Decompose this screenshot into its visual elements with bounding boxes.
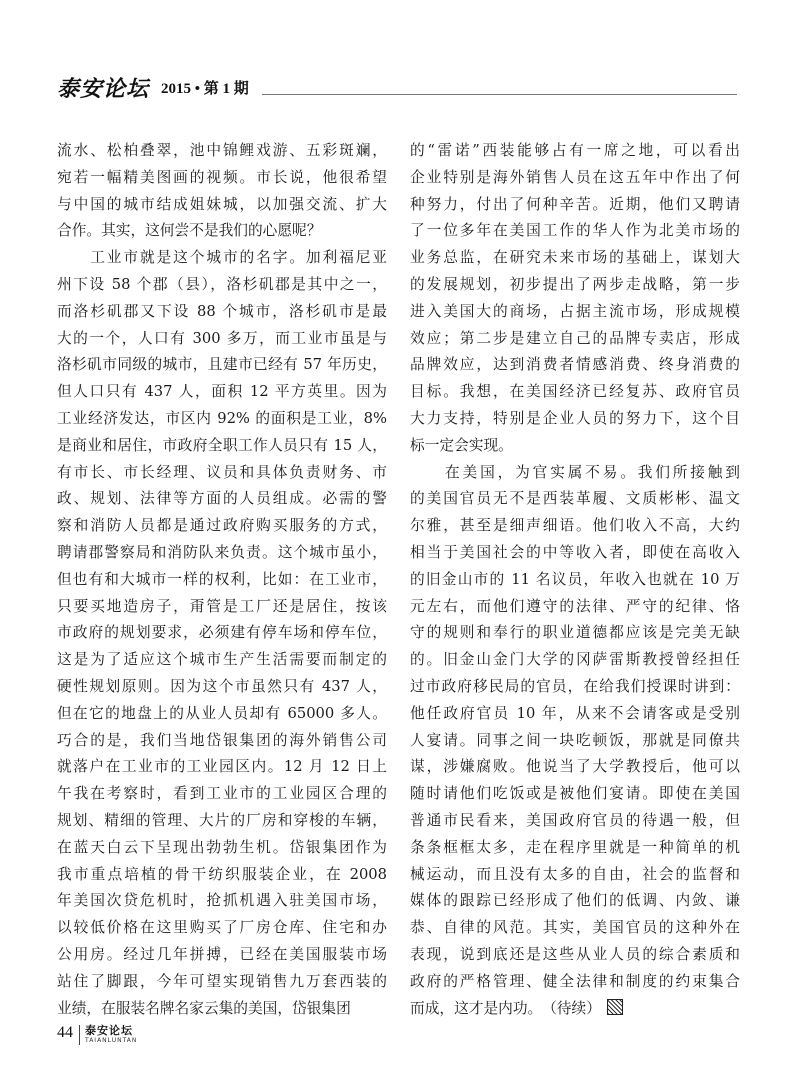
text-line: 条条框框太多，走在程序里就是一种简单的机 bbox=[410, 838, 740, 856]
right-text-column bbox=[410, 138, 740, 1022]
text-line: 过市政府移民局的官员，在给我们授课时讲到： bbox=[410, 677, 740, 695]
text-line: 公用房。经过几年拼搏，已经在美国服装市场 bbox=[57, 945, 387, 963]
text-line: 品牌效应，达到消费者情感消费、终身消费的 bbox=[410, 356, 740, 374]
text-line: 普通市民看来，美国政府官员的待遇一般，但 bbox=[410, 811, 740, 829]
text-line: 在蓝天白云下呈现出勃勃生机。岱银集团作为 bbox=[57, 838, 387, 856]
text-line: 随时请他们吃饭或是被他们宴请。即使在美国 bbox=[410, 785, 740, 803]
text-line: 目标。我想，在美国经济已经复苏、政府官员 bbox=[410, 383, 740, 401]
text-line: 进入美国大的商场，占据主流市场，形成规模 bbox=[410, 302, 740, 320]
text-line: 洛杉矶市同级的城市，且建市已经有 57 年历史， bbox=[57, 356, 387, 374]
text-line: 是商业和居住，市政府全职工作人员只有 15 人， bbox=[57, 436, 387, 454]
text-line: 业务总监，在研究未来市场的基础上，谋划大 bbox=[410, 249, 740, 267]
end-of-article-icon bbox=[607, 999, 623, 1015]
text-line: 州下设 58 个郡（县），洛杉矶郡是其中之一， bbox=[57, 275, 387, 293]
text-line: 合作。其实，这何尝不是我们的心愿呢？ bbox=[57, 222, 322, 240]
text-line: 政、规划、法律等方面的人员组成。必需的警 bbox=[57, 490, 387, 508]
text-line: 业绩，在服装名牌名家云集的美国，岱银集团 bbox=[57, 999, 351, 1017]
text-line: 人宴请。同事之间一块吃顿饭，那就是同僚共 bbox=[410, 731, 740, 749]
text-line: 但也有和大城市一样的权利，比如：在工业市， bbox=[57, 570, 387, 588]
text-line: 恭、自律的风范。其实，美国官员的这种外在 bbox=[410, 919, 740, 937]
text-line: 大的一个，人口有 300 多万，而工业市虽是与 bbox=[57, 329, 387, 347]
text-line: 的发展规划，初步提出了两步走战略，第一步 bbox=[410, 275, 740, 293]
text-line: 我市重点培植的骨干纺织服装企业，在 2008 bbox=[57, 865, 387, 883]
footer-journal-title: 泰安论坛 bbox=[85, 1024, 133, 1037]
text-line: 的旧金山市的 11 名议员，年收入也就在 10 万 bbox=[410, 570, 740, 588]
left-text-column bbox=[57, 138, 387, 1022]
text-line: 巧合的是，我们当地岱银集团的海外销售公司 bbox=[57, 731, 387, 749]
text-line: 效应；第二步是建立自己的品牌专卖店，形成 bbox=[410, 329, 740, 347]
text-line: 在美国，为官实属不易。我们所接触到 bbox=[410, 463, 740, 481]
text-line: 政府的严格管理、健全法律和制度的约束集合 bbox=[410, 972, 740, 990]
text-line: 但在它的地盘上的从业人员却有 65000 多人。 bbox=[57, 704, 387, 722]
text-line: 尔雅，甚至是细声细语。他们收入不高，大约 bbox=[410, 517, 740, 535]
text-line: 与中国的城市结成姐妹城，以加强交流、扩大 bbox=[57, 195, 387, 213]
text-line: 硬性规划原则。因为这个市虽然只有 437 人， bbox=[57, 677, 387, 695]
text-line: 的美国官员无不是西装革履、文质彬彬、温文 bbox=[410, 490, 740, 508]
text-line: 聘请郡警察局和消防队来负责。这个城市虽小， bbox=[57, 543, 387, 561]
journal-logo: 泰安论坛 bbox=[57, 76, 150, 102]
text-line: 的“雷诺”西装能够占有一席之地，可以看出 bbox=[410, 142, 740, 159]
text-line: 市政府的规划要求，必须建有停车场和停车位， bbox=[57, 624, 387, 642]
text-line: 就落户在工业市的工业园区内。12 月 12 日上 bbox=[57, 758, 387, 776]
text-line: 以较低价格在这里购买了厂房仓库、住宅和办 bbox=[57, 919, 387, 937]
text-line: 宛若一幅精美图画的视频。市长说，他很希望 bbox=[57, 168, 387, 186]
text-line: 械运动，而且没有太多的自由，社会的监督和 bbox=[410, 865, 740, 883]
page-number: 44 bbox=[57, 1024, 73, 1041]
text-line: 相当于美国社会的中等收入者，即使在高收入 bbox=[410, 543, 740, 561]
text-line: 察和消防人员都是通过政府购买服务的方式， bbox=[57, 517, 387, 535]
text-line: 种努力，付出了何种辛苦。近期，他们又聘请 bbox=[410, 195, 740, 213]
text-line: 的。旧金山金门大学的冈萨雷斯教授曾经担任 bbox=[410, 651, 740, 669]
page-footer bbox=[57, 1022, 257, 1052]
text-line: 表现，说到底还是这些从业人员的综合素质和 bbox=[410, 945, 740, 963]
text-line: 了一位多年在美国工作的华人作为北美市场的 bbox=[410, 222, 740, 240]
running-header bbox=[57, 72, 737, 100]
issue-label: 2015 • 第 1 期 bbox=[161, 81, 249, 97]
footer-journal-subtitle: TAIANLUNTAN bbox=[85, 1037, 138, 1044]
text-line: 媒体的跟踪已经形成了他们的低调、内敛、谦 bbox=[410, 892, 740, 910]
text-line: 工业市就是这个城市的名字。加利福尼亚 bbox=[57, 249, 387, 267]
text-line: 午我在考察时，看到工业市的工业园区合理的 bbox=[57, 785, 387, 803]
text-line: 年美国次贷危机时，抢抓机遇入驻美国市场， bbox=[57, 892, 387, 910]
text-line: 站住了脚跟，今年可望实现销售九万套西装的 bbox=[57, 972, 387, 990]
text-line: 流水、松柏叠翠，池中锦鲤戏游、五彩斑斓， bbox=[57, 142, 387, 159]
text-line: 而成，这才是内功。 （待续） bbox=[410, 996, 740, 1023]
text-line: 谋，涉嫌腐败。他说当了大学教授后，他可以 bbox=[410, 758, 740, 776]
text-line: 而洛杉矶郡又下设 88 个城市，洛杉矶市是最 bbox=[57, 302, 387, 320]
text-line: 工业经济发达，市区内 92% 的面积是工业，8% bbox=[57, 409, 387, 427]
text-line: 守的规则和奉行的职业道德都应该是完美无缺 bbox=[410, 624, 740, 642]
text-line: 他任政府官员 10 年，从来不会请客或是受别 bbox=[410, 704, 740, 722]
text-line: 但人口只有 437 人，面积 12 平方英里。因为 bbox=[57, 383, 387, 401]
text-line: 企业特别是海外销售人员在这五年中作出了何 bbox=[410, 168, 740, 186]
text-line: 有市长、市长经理、议员和具体负责财务、市 bbox=[57, 463, 387, 481]
footer-separator bbox=[79, 1025, 80, 1045]
text-line: 这是为了适应这个城市生产生活需要而制定的 bbox=[57, 651, 387, 669]
text-line: 元左右，而他们遵守的法律、严守的纪律、恪 bbox=[410, 597, 740, 615]
text-line: 只要买地造房子，甭管是工厂还是居住，按该 bbox=[57, 597, 387, 615]
text-line: 标一定会实现。 bbox=[410, 436, 513, 454]
text-line: 规划、精细的管理、大片的厂房和穿梭的车辆， bbox=[57, 811, 387, 829]
text-line: 大力支持，特别是企业人员的努力下，这个目 bbox=[410, 409, 740, 427]
header-rule bbox=[262, 94, 737, 95]
